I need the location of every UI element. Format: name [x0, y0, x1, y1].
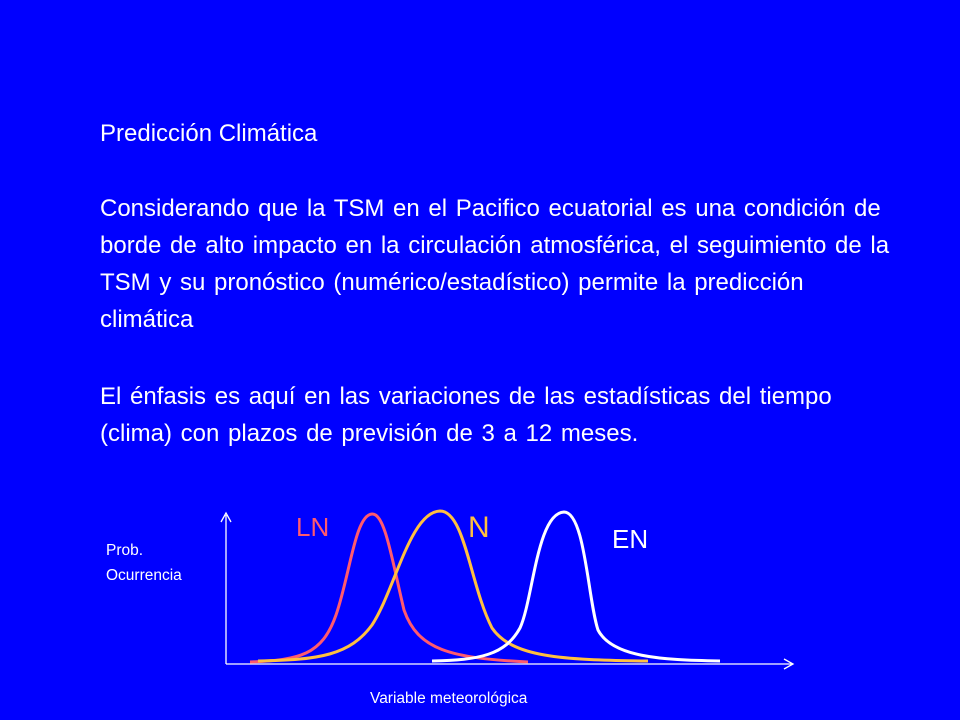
y-axis-label-line2: Ocurrencia	[106, 567, 182, 584]
curve-label-n: N	[468, 511, 490, 544]
curve-label-ln: LN	[296, 512, 330, 542]
paragraph-context: Considerando que la TSM en el Pacifico ecuatorial es una condición de borde de alto impacto en la circulación atmosférica, el seguimiento de la TSM y su pronóstico (numérico/estadístico) permite la predicción climática	[100, 195, 890, 333]
slide-title: Predicción Climática	[100, 120, 318, 147]
paragraph-emphasis: El énfasis es aquí en las variaciones de las estadísticas del tiempo (clima) con plazos de previsión de 3 a 12 meses.	[100, 383, 832, 447]
x-axis-label: Variable meteorológica	[370, 690, 528, 707]
y-axis-label-line1: Prob.	[106, 542, 144, 559]
curve-label-en: EN	[612, 524, 649, 554]
y-axis-label	[106, 538, 236, 588]
